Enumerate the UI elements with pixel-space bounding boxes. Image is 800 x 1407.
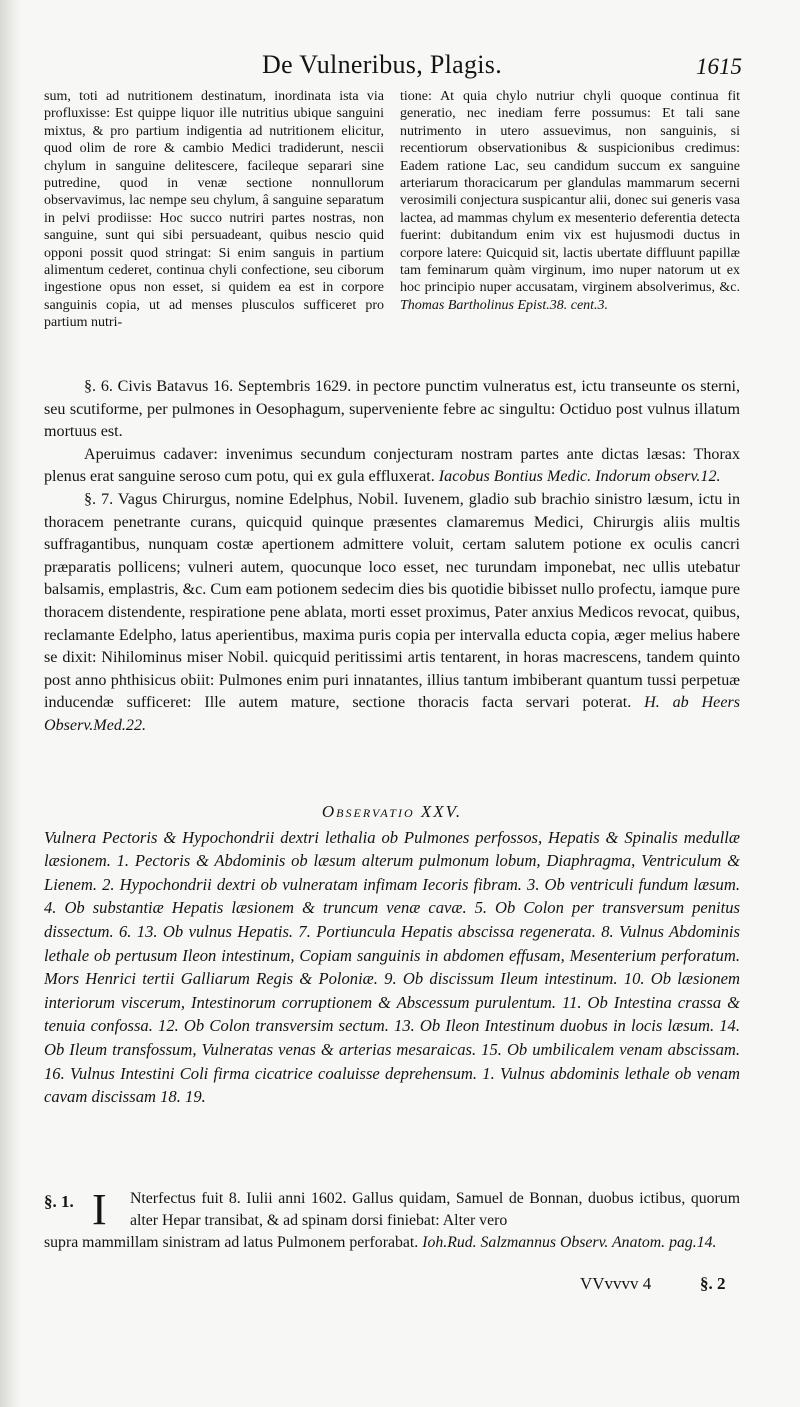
section-6-citation: Iacobus Bontius Medic. Indorum observ.12. — [438, 468, 721, 486]
observation-summary: Vulnera Pectoris & Hypochondrii dextri lethalia ob Pulmones perfossos, Hepatis & Spinalis medullæ læsionem. 1. Pectoris & Abdominis ob læsum alterum pulmonum lobum, Diaphragma, Ventriculum & Lienem. 2. Hypochondrii dextri ob vulneratam infimam Iecoris fibram. 3. Ob ventriculi fundum læsum. 4. Ob substantiæ Hepatis læsionem & truncum venæ cavæ. 5. Ob Colon per transversum penitus dissectum. 6. 13. Ob vulnus Hepatis. 7. Portiuncula Hepatis abscissa regenerata. 8. Vulnus Abdominis lethale ob pertusum Ileon intestinum, Copiam sanguinis in abdomen effusam, Mesenterium perforatum. Mors Henrici tertii Galliarum Regis & Poloniæ. 9. Ob discissum Ileum intestinum. 10. Ob læsionem interiorum viscerum, Intestinorum corruptionem & Abscessum purulentum. 11. Ob Intestina crassa & tenuia confossa. 12. Ob Colon transversim sectum. 13. Ob Ileon Intestinum duobus in locis læsum. 14. Ob Ileum transfossum, Vulneratas venas & arterias mesaraicas. 15. Ob umbilicalem venam abscissam. 16. Vulnus Intestini Coli firma cicatrice coaluisse deprehensum. 1. Vulnus abdominis lethale ob venam cavam discissam 18. 19. — [44, 827, 740, 1107]
paragraph-1 — [44, 1185, 740, 1254]
paragraph-1-text: Nterfectus fuit 8. Iulii anni 1602. Gallus quidam, Samuel de Bonnan, duobus ictibus, quorum alter Hepar transibat, & ad spinam dorsi finiebat: Alter vero — [130, 1190, 740, 1229]
paragraph-1-citation: Ioh.Rud. Salzmannus Observ. Anatom. pag.14. — [422, 1234, 717, 1251]
right-column — [400, 88, 740, 332]
drop-cap: I — [92, 1185, 107, 1234]
right-column-text: tione: At quia chylo nutriur chyli quoque continua fit generatio, nec inediam ferre possumus: Et tali sane nutrimento in utero assuevimus, non sanguinis, si recentiorum observationibus & suspicionibus credimus: Eadem ratione Lac, seu candidum succum ex sanguine arteriarum thoracicarum per glandulas mammarum secerni verosimili conjectura suspicantur alii, donec sui generis vasa lactea, ad mammas chylum ex mesenterio deferentia detecta fuerint: dubitandum enim vix est hujusmodi ductus in corpore latere: Quicquid sit, lactis ubertate diffluunt papillæ tam feminarum quàm virginum, imo nuper natorum ut ex hoc principio nuper accusatam, virginem absolverimus, &c. — [400, 89, 740, 296]
section-mark: §. 1. — [44, 1192, 74, 1211]
page-header — [0, 50, 800, 84]
signature-mark: VVvvvv 4 — [580, 1274, 652, 1293]
section-6: §. 6. Civis Batavus 16. Septembris 1629. in pectore punctim vulneratus est, ictu transeunte os sterni, seu scutiforme, per pulmones in Oesophagum, superveniente febre ac singultu: Octiduo post vulnus illatum mortuus est. — [44, 378, 740, 441]
section-7: §. 7. Vagus Chirurgus, nomine Edelphus, Nobil. Iuvenem, gladio sub brachio sinistro læsum, ictu in thoracem penetrante curans, quicquid quinque præsentes clamaremus Medici, Chirurgis aliis multis suffragantibus, nunquam costæ apertionem admittere voluit, certam salutem potione ex oculis cancri præparatis pollicens; vulneri autem, quocunque loco esset, nec turundam imponebat, nec ullis utebatur balsamis, emplastris, &c. Cum eam potionem sedecim dies bis quotidie bibisset nullo profectu, iamque pure thoracem distendente, respiratione pene ablata, morti esset proximus, Pater anxius Medicos revocat, quibus, reclamante Edelpho, latus aperientibus, maxima puris copia per intervalla educta copia, æger melius habere se dixit: Nihilominus miser Nobil. quicquid peritissimi artis tentarent, in horas macrescens, tandem quinto post anno phthisicus obiit: Pulmones enim puri innatantes, illius tantum imbiberant quantum tussi perpetuæ inducendæ sufficeret: Ille autem mature, sectione thoracis facta servari poterat. — [44, 490, 740, 712]
catchword: §. 2 — [700, 1274, 726, 1293]
right-column-citation: Thomas Bartholinus Epist.38. cent.3. — [400, 297, 609, 313]
observation-title: Observatio XXV. — [321, 802, 463, 821]
gutter-shadow — [0, 0, 20, 1407]
section-6-continued: Aperuimus cadaver: invenimus secundum conjecturam nostram partes ante dictas læsas: Thorax plenus erat sanguine seroso cum potu, qui ex gula effluxerat. — [44, 445, 740, 486]
section-7-citation: H. ab Heers Observ.Med.22. — [44, 694, 740, 734]
running-title: De Vulneribus, Plagis. — [262, 50, 502, 79]
paragraph-1-continued: supra mammillam sinistram ad latus Pulmonem perforabat. — [44, 1234, 419, 1251]
main-text — [44, 376, 740, 738]
page-number: 1615 — [696, 54, 742, 79]
left-column — [44, 88, 384, 332]
two-column-block — [44, 88, 740, 332]
observation-block — [44, 798, 740, 1109]
page-footer — [0, 1274, 800, 1304]
left-column-text: sum, toti ad nutritionem destinatum, inordinata ista via profluxisse: Est quippe liquor ille nutritius ubique sanguini mixtus, & pro partium indigentia ad nutritionem elicitur, quod olim de rore & cambio Medici tradiderunt, nescii chylum in sanguine delitescere, facileque separari sine putredine, quod in venæ sectione nonnullorum observavimus, lac nempe seu chylum, â sanguine separatum in pelvi prodiisse: Hoc succo nutriri partes nostras, non sanguine, sunt qui sibi persuadeant, quibus nescio quid opponi possit quod stringat: Si enim sanguis in partium alimentum cederet, continua chyli confectione, seu ciborum ingestione opus non esset, si quidem ea est in corpore sanguinis copia, ut ad menses plusculos sufficeret pro partium nutri- — [44, 89, 384, 331]
